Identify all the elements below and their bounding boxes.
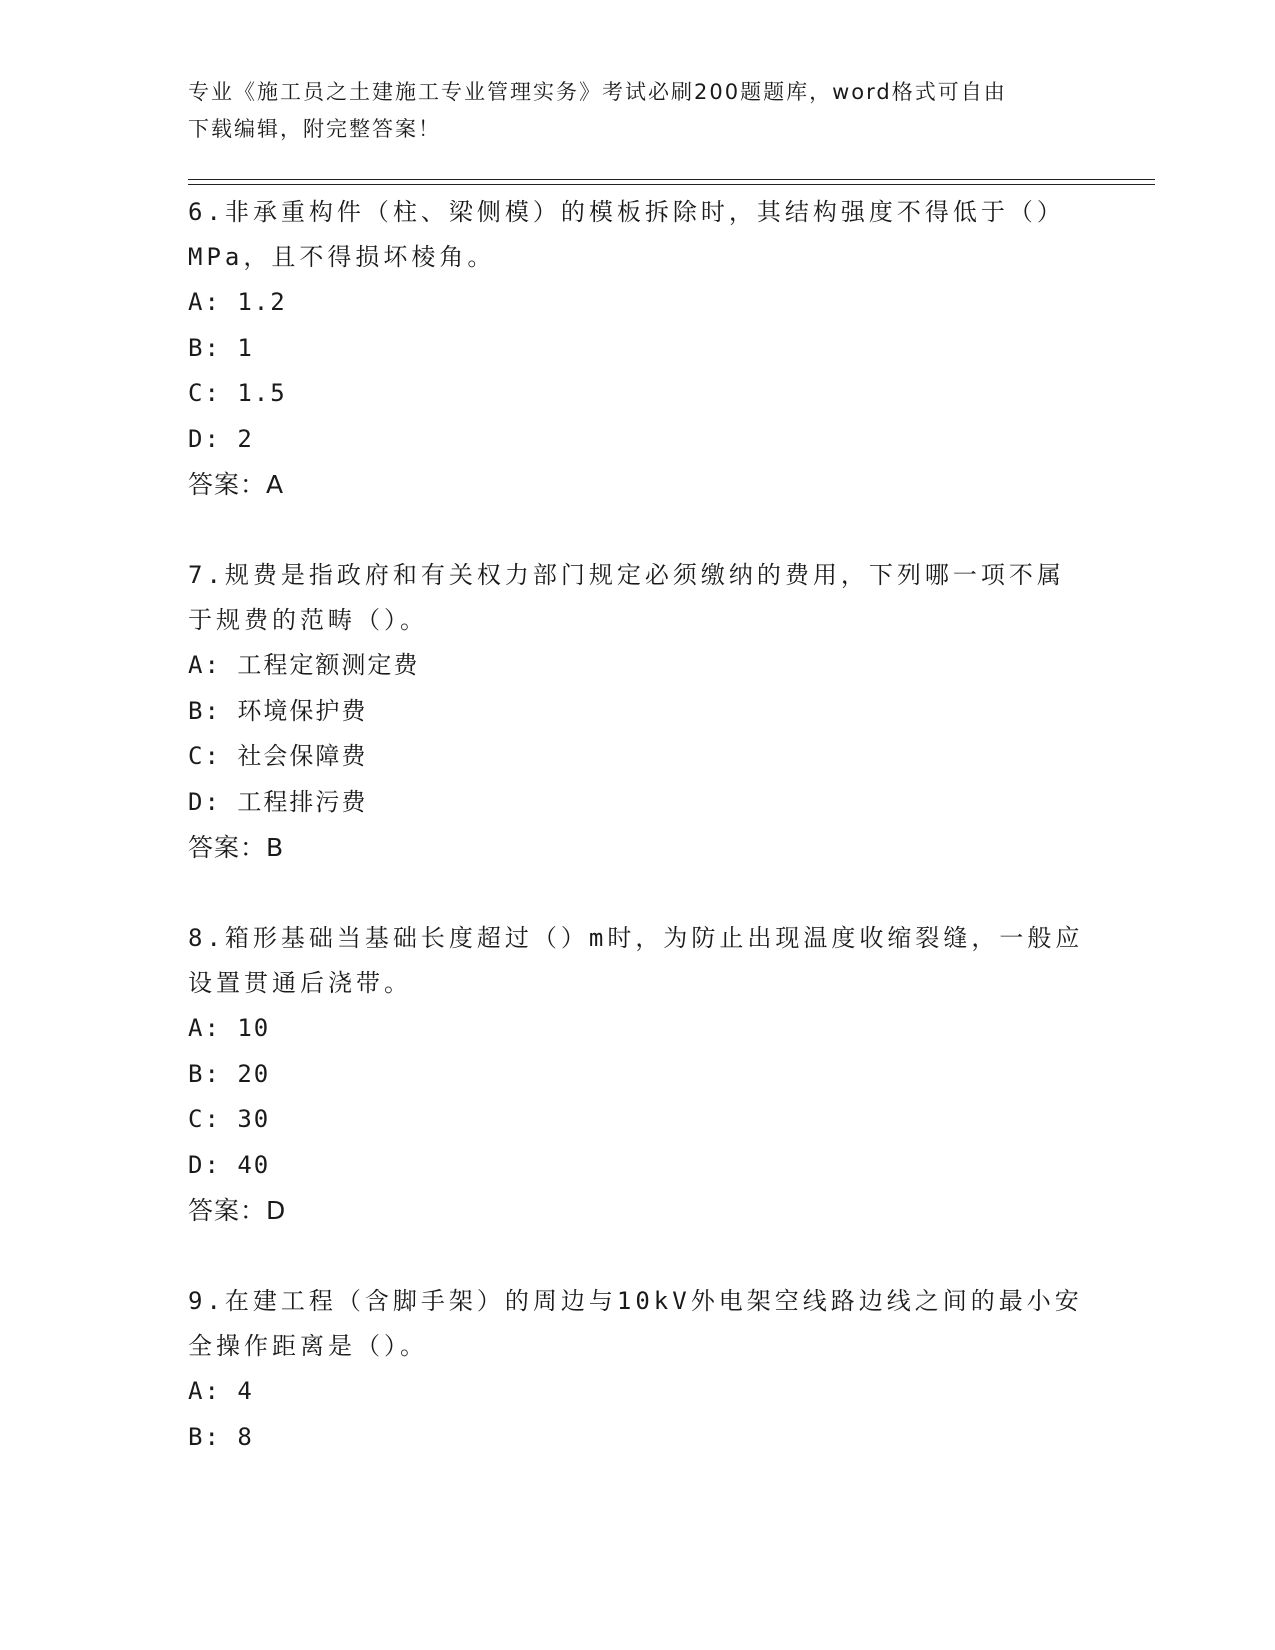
header-divider-bottom [188,184,1155,185]
answer: 答案：D [188,1196,287,1225]
option-b: B: 1 [188,333,254,362]
option-c: C: 1.5 [188,379,287,407]
answer: 答案：B [188,833,285,862]
option-a: A: 4 [188,1377,254,1405]
question-9 [188,1279,1088,1460]
question-text: 9.在建工程（含脚手架）的周边与10kV外电架空线路边线之间的最小安全操作距离是（）。 [188,1287,1083,1360]
question-text: 8.箱形基础当基础长度超过（）m时，为防止出现温度收缩裂缝，一般应设置贯通后浇带。 [188,924,1084,997]
option-a: A: 1.2 [188,288,287,316]
question-6 [188,190,1088,507]
option-d: D: 工程排污费 [188,787,368,816]
question-7 [188,553,1088,870]
option-b: B: 8 [188,1422,254,1451]
option-c: C: 社会保障费 [188,742,368,770]
option-a: A: 工程定额测定费 [188,651,420,679]
question-text: 6.非承重构件（柱、梁侧模）的模板拆除时，其结构强度不得低于（）MPa，且不得损坏棱角。 [188,198,1065,271]
question-list [188,190,1088,1506]
question-text: 7.规费是指政府和有关权力部门规定必须缴纳的费用，下列哪一项不属于规费的范畴（）。 [188,561,1065,634]
option-c: C: 30 [188,1105,271,1133]
option-a: A: 10 [188,1014,271,1042]
option-d: D: 40 [188,1150,271,1179]
option-b: B: 20 [188,1059,271,1088]
option-b: B: 环境保护费 [188,696,368,725]
document-header [188,74,1088,148]
header-line-2: 下载编辑，附完整答案！ [188,117,441,141]
header-divider-top [188,179,1155,180]
question-8 [188,916,1088,1233]
answer: 答案：A [188,470,285,499]
header-line-1: 专业《施工员之土建施工专业管理实务》考试必刷200题题库，word格式可自由 [188,80,1007,104]
option-d: D: 2 [188,424,254,453]
